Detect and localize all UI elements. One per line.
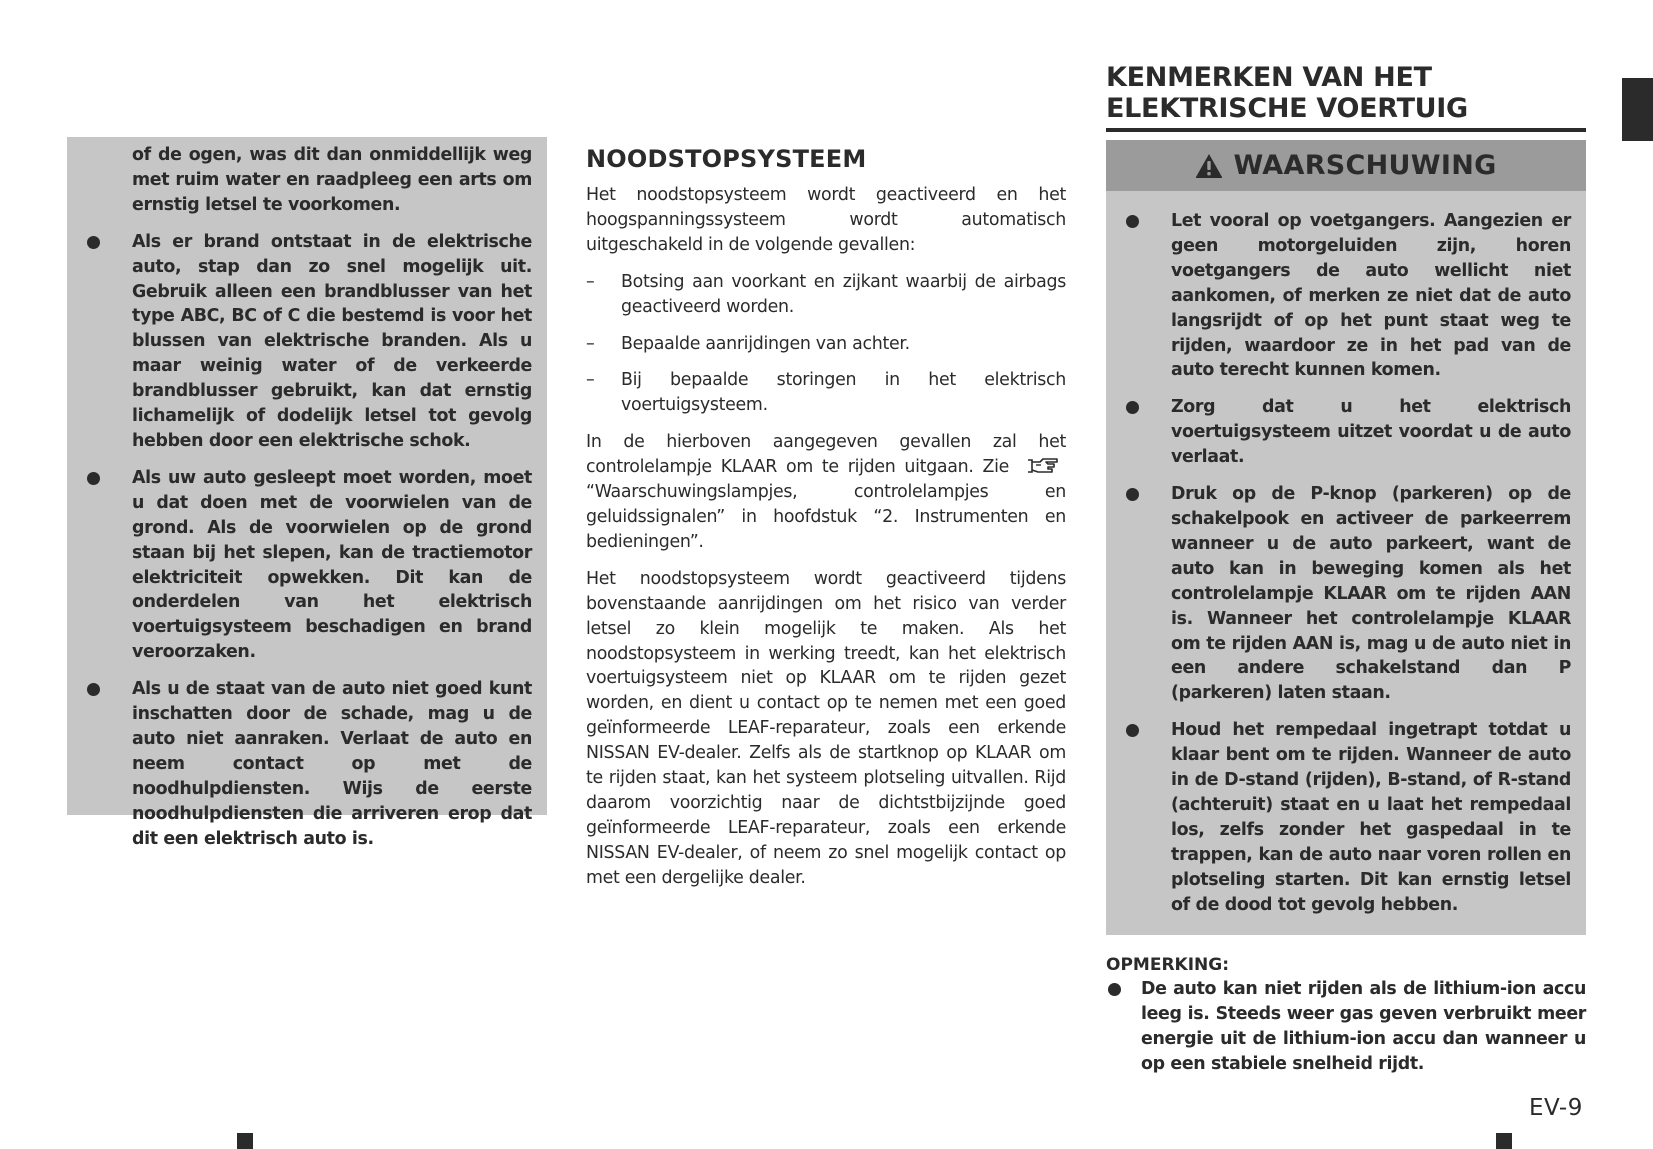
list-item-text: Zorg dat u het elektrisch voertuigsysteem uitzet voordat u de auto verlaat. <box>1171 397 1571 468</box>
list-item-text: De auto kan niet rijden als de lithium-ion accu leeg is. Steeds weer gas geven verbruikt meer energie uit de lithium-ion accu dan wanneer u op een stabiele snelheid rijdt. <box>1141 979 1586 1075</box>
section-heading: NOODSTOPSYSTEEM <box>586 145 867 173</box>
continuation-text: of de ogen, was dit dan onmiddellijk weg met ruim water en raadpleeg een arts om ernstig letsel te voorkomen. <box>132 145 532 215</box>
list-item <box>1121 482 1571 706</box>
list-item-text: Bij bepaalde storingen in het elektrisch voertuigsysteem. <box>621 370 1066 416</box>
list-item-text: Druk op de P-knop (parkeren) op de schakelpook en activeer de parkeerrem wanneer u de auto parkeert, want de auto kan in beweging komen als het controlelampje KLAAR om te rijden AAN is. Wanneer het controlelampje KLAAR om te rijden AAN is, mag u de auto niet in een andere schakelstand dan P (parkeren) laten staan. <box>1171 484 1571 704</box>
dash-marker: – <box>586 333 595 354</box>
list-item-text: Let vooral op voetgangers. Aangezien er geen motorgeluiden zijn, horen voetgangers de auto wellicht niet aankomen, of merken ze niet dat de auto langsrijdt of op het punt staat weg te rijden, waardoor ze in het pad van de auto terecht kunnen komen. <box>1171 211 1571 381</box>
bullet-icon <box>87 683 100 696</box>
bullet-icon <box>1126 215 1139 228</box>
dash-marker: – <box>586 370 595 391</box>
list-item <box>1121 718 1571 917</box>
warning-triangle-icon <box>1195 153 1223 179</box>
bullet-icon <box>87 236 100 249</box>
list-item-text: Botsing aan voorkant en zijkant waarbij de airbags geactiveerd worden. <box>621 271 1066 317</box>
list-item-text: Houd het rempedaal ingetrapt totdat u klaar bent om te rijden. Wanneer de auto in de D-stand (rijden), B-stand, of R-stand (achteruit) staat en u laat het rempedaal los, zelfs zonder het gaspedaal in te trappen, kan de auto naar voren rollen en plotseling starten. Dit kan ernstig letsel of de dood tot gevolg hebben. <box>1171 720 1571 915</box>
intro-paragraph: Het noodstopsysteem wordt geactiveerd en het hoogspanningssysteem wordt automatisch uitgeschakeld in de volgende gevallen: <box>586 185 1066 255</box>
crop-mark-right <box>1496 1133 1512 1149</box>
dash-marker: – <box>586 271 595 292</box>
crop-mark-left <box>237 1133 253 1149</box>
bullet-icon <box>1108 983 1121 996</box>
list-item <box>82 677 532 851</box>
body-paragraph: Het noodstopsysteem wordt geactiveerd tijdens bovenstaande aanrijdingen om het risico van verder letsel zo klein mogelijk te maken. Als het noodstopsysteem in werking treedt, kan het elektrisch voertuigsysteem niet op KLAAR om te rijden gezet worden, en dient u contact op te nemen met een goed geïnformeerde LEAF-reparateur, zoals een erkende NISSAN EV-dealer. Zelfs als de startknop op KLAAR om te rijden staat, kan het systeem plotseling uitvallen. Rijd daarom voorzichtig naar de dichtstbijzijnde goed geïnformeerde LEAF-reparateur, zoals een erkende NISSAN EV-dealer, of neem zo snel mogelijk contact op met een dergelijke dealer. <box>586 568 1066 888</box>
pointing-hand-reference-icon <box>1026 457 1060 475</box>
list-item <box>82 230 532 454</box>
list-item <box>1121 395 1571 470</box>
list-item <box>586 332 1066 357</box>
list-item-text: Als u de staat van de auto niet goed kunt inschatten door de schade, mag u de auto niet aanraken. Verlaat de auto en neem contact op met de noodhulpdiensten. Wijs de eerste noodhulpdiensten die arriveren erop dat dit een elektrisch auto is. <box>132 679 532 849</box>
chapter-thumb-tab <box>1622 78 1653 141</box>
list-item <box>586 270 1066 320</box>
warning-header <box>1106 140 1586 191</box>
chapter-title-line-2: ELEKTRISCHE VOERTUIG <box>1106 93 1468 124</box>
page-number: EV-9 <box>1529 1095 1583 1121</box>
list-item-text: Bepaalde aanrijdingen van achter. <box>621 333 910 354</box>
list-item <box>82 466 532 665</box>
list-item-text: Als uw auto gesleept moet worden, moet u dat doen met de voorwielen van de grond. Als de voorwielen op de grond staan bij het slepen, kan de tractiemotor elektriciteit opwekken. Dit kan de onderdelen van het elektrisch voertuigsysteem beschadigen en brand veroorzaken. <box>132 467 532 663</box>
note-label: OPMERKING: <box>1106 955 1230 976</box>
warning-label: WAARSCHUWING <box>1233 150 1497 181</box>
chapter-title-line-1: KENMERKEN VAN HET <box>1106 62 1432 93</box>
ev-features-section <box>1106 62 1586 1077</box>
bullet-icon <box>1126 401 1139 414</box>
reference-text-after: “Waarschuwingslampjes, controlelampjes en geluidssignalen” in hoofdstuk “2. Instrumenten en bedieningen”. <box>586 482 1066 552</box>
reference-paragraph <box>586 430 1066 555</box>
warning-continuation-box <box>67 137 547 849</box>
list-item <box>586 368 1066 418</box>
bullet-icon <box>1126 724 1139 737</box>
title-underline <box>1106 128 1586 132</box>
warning-box <box>1106 140 1586 935</box>
list-item <box>1106 977 1586 1077</box>
emergency-stop-section <box>586 143 1066 903</box>
bullet-icon <box>1126 488 1139 501</box>
reference-text-before: In de hierboven aangegeven gevallen zal het controlelampje KLAAR om te rijden uitgaan. Zie <box>586 432 1066 478</box>
list-item-text: Als er brand ontstaat in de elektrische auto, stap dan zo snel mogelijk uit. Gebruik alleen een brandblusser van het type ABC, BC of C die bestemd is voor het blussen van elektrische branden. Als u maar weinig water of de verkeerde brandblusser gebruikt, kan dat ernstig lichamelijk of dodelijk letsel tot gevolg hebben door een elektrische schok. <box>132 231 532 451</box>
bullet-icon <box>87 472 100 485</box>
chapter-title <box>1106 62 1586 126</box>
list-item <box>1121 209 1571 383</box>
